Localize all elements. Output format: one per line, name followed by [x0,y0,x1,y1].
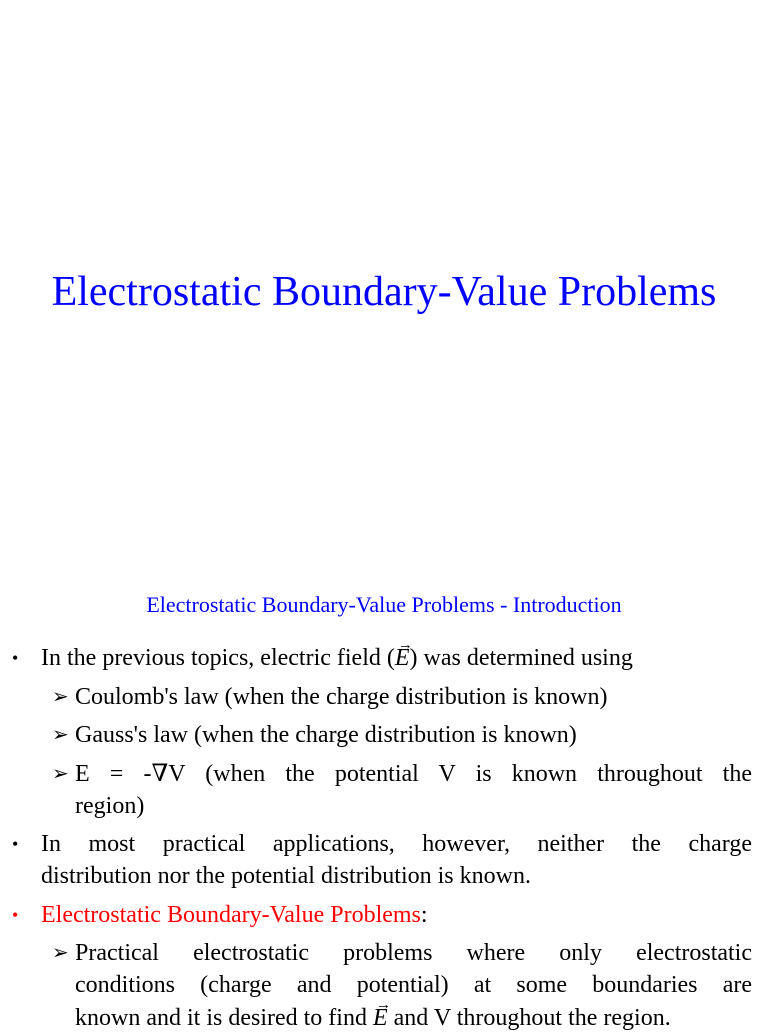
slide-title: Electrostatic Boundary-Value Problems [51,269,717,315]
vector-e-symbol: → E [373,1002,388,1034]
sub-item-4-text-line1: Practical electrostatic problems where only electrostatic [75,940,752,966]
highlight-term: Electrostatic Boundary-Value Problems [41,902,421,928]
sub-item-1 [0,681,768,713]
vector-e-symbol: → E [395,642,410,674]
sub-item-4 [0,937,768,969]
bullet-dot-icon: • [12,905,19,925]
sub-item-3-cont [0,790,768,822]
bullet-item-3 [0,899,768,931]
sub-item-3-text-line2: region) [75,793,145,819]
bullet-3-text: Electrostatic Boundary-Value Problems: [41,902,428,928]
arrow-bullet-icon: ➢ [52,724,69,746]
arrow-bullet-icon: ➢ [52,763,69,785]
bullet-2-text-line1: In most practical applications, however, neither the charge [41,831,752,857]
bullet-dot-icon: • [12,834,19,854]
sub-item-4-text-line2: conditions (charge and potential) at some boundaries are [75,972,752,998]
arrow-bullet-icon: ➢ [52,942,69,964]
bullet-2-text-line2: distribution nor the potential distribution is known. [41,863,531,889]
sub-item-4-cont-2 [0,1002,768,1034]
bullet-item-2 [0,828,768,860]
sub-item-2 [0,719,768,751]
bullet-dot-icon: • [12,648,19,668]
bullet-1-text: In the previous topics, electric field (→ E) was determined using [41,642,752,674]
sub-item-4-text-line3: known and it is desired to find → E and V throughout the region. [75,1002,752,1034]
sub-item-3-text-line1: E = -∇V (when the potential V is known throughout the [75,761,752,787]
bullet-item-1 [0,642,768,674]
sub-item-3 [0,758,768,790]
sub-item-1-text: Coulomb's law (when the charge distribution is known) [75,684,608,710]
arrow-bullet-icon: ➢ [52,686,69,708]
sub-item-2-text: Gauss's law (when the charge distribution is known) [75,722,577,748]
bullet-item-2-cont [0,860,768,892]
slide-heading: Electrostatic Boundary-Value Problems - Introduction [146,592,622,617]
